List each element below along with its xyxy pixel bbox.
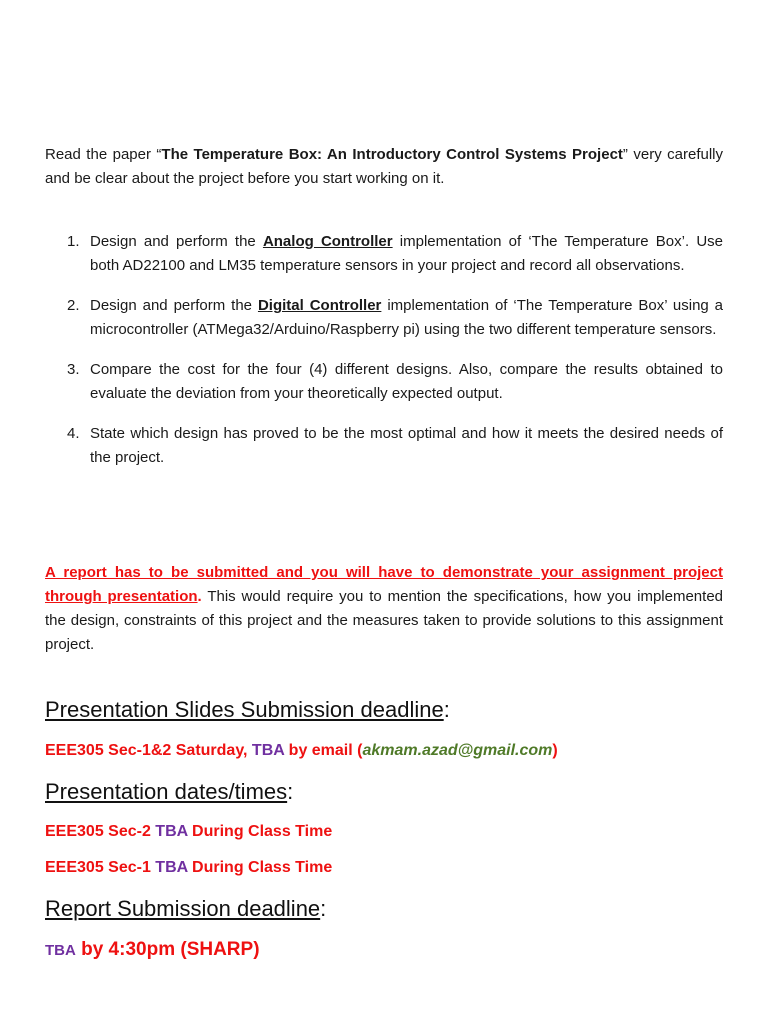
intro-lead: Read the paper “ — [45, 146, 162, 163]
paper-title: The Temperature Box: An Introductory Control Systems Project — [161, 146, 623, 163]
intro-paragraph — [45, 143, 723, 191]
report-paragraph — [45, 561, 723, 657]
intro-tail: ” very carefully and be clear about the project before you start working on it. — [45, 146, 723, 187]
task-item — [45, 358, 723, 406]
report-dot: . — [197, 588, 202, 605]
slides-section: EEE305 Sec-1&2 Saturday, — [45, 742, 252, 759]
report-rest: This would require you to mention the specifications, how you implemented the design, constraints of this project and the measures taken to provide solutions to this assignment project. — [45, 588, 724, 653]
slides-deadline-heading — [45, 697, 450, 723]
task-text-post: implementation of ‘The Temperature Box’ using a microcontroller (ATMega32/Arduino/Raspberry pi) using the two different temperature sensors. — [90, 297, 724, 338]
task-text: Compare the cost for the four (4) different designs. Also, compare the results obtained to evaluate the deviation from your theoretically expected output. — [90, 361, 723, 402]
task-item — [45, 230, 723, 278]
presentation-row — [45, 859, 332, 877]
task-key-term: Analog Controller — [262, 233, 393, 250]
task-text: State which design has proved to be the most optimal and how it meets the desired needs of the project. — [90, 425, 723, 466]
presentation-section: EEE305 Sec-2 — [45, 823, 156, 840]
task-text-pre: Design and perform the — [90, 297, 258, 314]
report-tba: TBA — [45, 942, 76, 959]
presentation-dates-colon: : — [287, 779, 294, 804]
task-text-pre: Design and perform the — [90, 233, 263, 250]
task-item — [45, 294, 723, 342]
presentation-when: During Class Time — [187, 859, 333, 876]
slides-tba: TBA — [251, 742, 285, 759]
slides-by-email: by email ( — [284, 742, 363, 759]
presentation-tba: TBA — [155, 823, 188, 840]
task-number: 1. — [67, 233, 80, 250]
presentation-section: EEE305 Sec-1 — [45, 859, 156, 876]
task-number: 2. — [67, 297, 80, 314]
report-highlight: A report has to be submitted and you will have to demonstrate your assignment project through presentation — [45, 564, 723, 605]
email-link[interactable]: akmam.azad@gmail.com — [362, 742, 553, 759]
presentation-dates-title: Presentation dates/times — [45, 779, 288, 804]
task-item — [45, 422, 723, 470]
report-deadline-title: Report Submission deadline — [45, 896, 321, 921]
presentation-row — [45, 823, 332, 841]
presentation-tba: TBA — [155, 859, 188, 876]
slides-deadline-colon: : — [443, 697, 450, 722]
slides-close-paren: ) — [552, 742, 558, 759]
task-list — [45, 230, 723, 486]
task-key-term: Digital Controller — [257, 297, 382, 314]
report-deadline-heading — [45, 896, 326, 922]
report-deadline-colon: : — [320, 896, 327, 921]
report-time: by 4:30pm (SHARP) — [75, 939, 260, 960]
presentation-when: During Class Time — [187, 823, 333, 840]
slides-deadline-title: Presentation Slides Submission deadline — [45, 697, 444, 722]
slides-deadline-line — [45, 742, 558, 760]
task-number: 3. — [67, 361, 80, 378]
task-text-post: implementation of ‘The Temperature Box’. Use both AD22100 and LM35 temperature sensors in your project and record all observations. — [90, 233, 723, 274]
task-number: 4. — [67, 425, 80, 442]
report-deadline-line — [45, 939, 260, 961]
presentation-dates-heading — [45, 779, 293, 805]
